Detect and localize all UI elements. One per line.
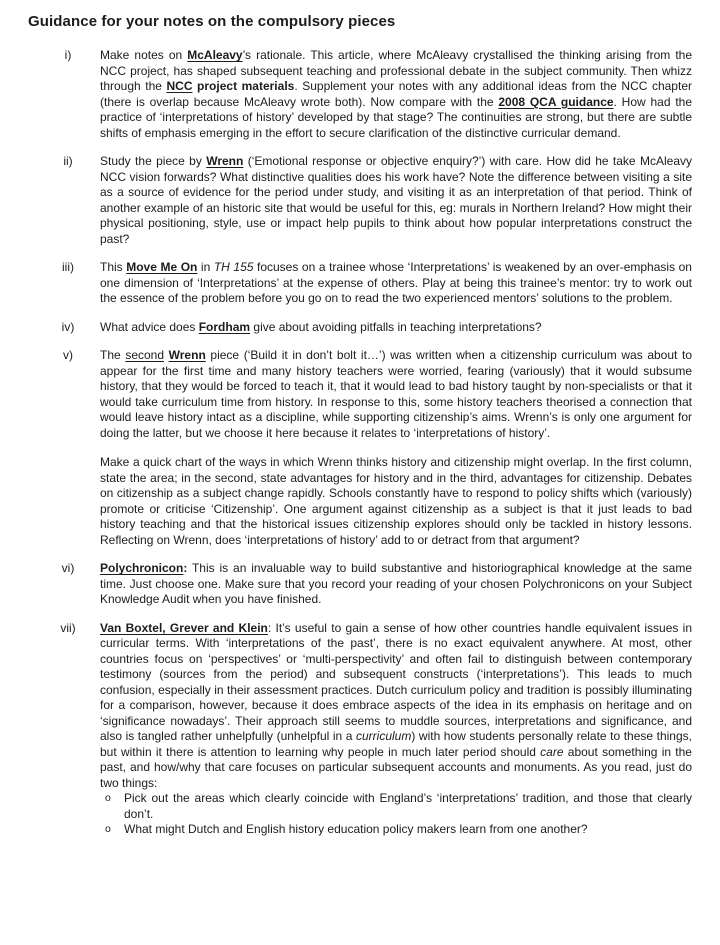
text-run: about something in the past, and how/why that care focuses on particular subsequent accounts and monuments. As you read, just do two things: — [100, 744, 692, 790]
text-run: ) with how students personally relate to these things, but within it there is attention to learning why people in much later period should — [100, 729, 692, 759]
text-run: This — [100, 260, 127, 274]
text-run: project materials — [192, 79, 295, 93]
bullet-marker: o — [105, 823, 111, 835]
bullet-item — [100, 822, 692, 838]
list-item-content — [100, 48, 692, 141]
text-run: The — [100, 348, 126, 362]
guidance-list — [28, 48, 692, 838]
text-run: Move Me On — [126, 260, 198, 274]
paragraph — [100, 320, 692, 336]
text-run: TH 155 — [213, 260, 254, 274]
page-title: Guidance for your notes on the compulsory pieces — [28, 13, 396, 30]
list-item-content — [100, 260, 692, 307]
list-item-marker: vii) — [60, 620, 76, 635]
list-item — [28, 561, 692, 608]
text-run: Van Boxtel, Grever and Klein — [100, 620, 268, 635]
list-item-content — [100, 348, 692, 548]
list-item — [28, 48, 692, 141]
paragraph — [100, 455, 692, 548]
list-item-content — [100, 561, 692, 608]
list-item-marker: iv) — [61, 319, 75, 334]
list-item — [28, 320, 692, 336]
text-run: (‘Emotional response or objective enquiry?’) with care. How did he take McAleavy NCC vision forwards? What distinctive qualities does his work have? Note the difference between visiting a site as a source of evidence for the period under study, and visiting it as an interpretation of that period. Think of another example of an historic site that would be useful for this, eg: murals in Northern Ireland? How might their physical positioning, style, use or impact help pupils to think about how popular interpretations construct the past? — [100, 154, 692, 246]
paragraph — [100, 348, 692, 441]
text-run: : It’s useful to gain a sense of how other countries handle equivalent issues in curricular terms. With ‘interpretations of the past’, there is no exact equivalent anywhere. At most, other countries focus on ‘perspectives’ or ‘multi-perspectivity’ and often fail to distinguish between contemporary testimony (sources from the period) and subsequent constructs (‘interpretations’). This leads to much confusion, especially in their assessment practices. Dutch curriculum policy and tradition is possibly illuminating for a comparison, however, because it does embrace aspects of the idea in its emphasis on heritage and on ‘significance nowadays’. Their approach still seems to muddle sources, interpretations and significance, and also is tangled rather unhelpfully (unhelpful in a — [100, 620, 692, 743]
text-run: What might Dutch and English history education policy makers learn from one another? — [124, 822, 588, 836]
text-run: McAleavy — [187, 48, 243, 62]
text-run: . How had the practice of ‘interpretations of history’ developed by that stage? The continuities are strong, but there are subtle shifts of emphasis emerging in the effort to secure clarification of the distinctive curricular demand. — [100, 94, 693, 140]
paragraph — [100, 621, 692, 792]
bullet-text — [124, 822, 692, 838]
paragraph — [100, 154, 692, 247]
list-item-content — [100, 320, 692, 336]
list-item-marker: i) — [64, 48, 72, 62]
text-run: second — [125, 348, 165, 362]
text-run: Polychronicon — [100, 561, 184, 575]
text-run: Make a quick chart of the ways in which Wrenn thinks history and citizenship might overlap. In the first column, state the area; in the second, state advantages for history and in the third, advantages for citizenship. Debates on citizenship as a subject change rapidly. Schools constantly have to respond to policy shifts which (variously) promote or criticise ‘Citizenship’. One argument against citizenship as a subject is that it just leads to bad history teaching and that the historical issues citizenship explores should only be tackled in history lessons. Reflecting on Wrenn, does ‘interpretations of history’ add to or detract from that argument? — [100, 455, 692, 547]
text-run: in — [197, 260, 214, 274]
list-item-content — [100, 621, 692, 838]
text-run: Pick out the areas which clearly coincide with England’s ‘interpretations’ tradition, and those that clearly don’t. — [124, 791, 692, 821]
paragraph — [100, 561, 692, 608]
list-item-marker: ii) — [63, 154, 73, 168]
text-run: Make notes on — [100, 48, 188, 62]
list-item-marker: iii) — [62, 260, 74, 274]
text-run: focuses on a trainee whose ‘Interpretations’ is weakened by an over-emphasis on one dimension of ‘Interpretations’ at the expense of others. Play at being this trainee’s mentor: try to work out the essence of the problem before you go on to read the two experienced mentors’ solutions to the problem. — [100, 260, 692, 305]
text-run: This is an invaluable way to build substantive and historiographical knowledge at the same time. Just choose one. Make sure that you record your reading of your chosen Polychronicons on your Subject Knowledge Audit when you have finished. — [100, 561, 692, 606]
list-item-marker: vi) — [61, 561, 75, 575]
text-run: give about avoiding pitfalls in teaching interpretations? — [250, 319, 542, 334]
text-run: 2008 QCA guidance — [498, 94, 614, 109]
text-run: Study the piece by — [100, 154, 207, 168]
text-run: ’s rationale. This article, where McAleavy crystallised the thinking arising from the NCC project, has shaped subsequent teaching and professional debate in the subject community. Then whizz through the — [100, 48, 692, 93]
text-run: Fordham — [198, 319, 251, 334]
paragraph — [100, 48, 692, 141]
bullet-marker: o — [105, 792, 111, 804]
text-run: : — [183, 561, 188, 575]
list-item — [28, 260, 692, 307]
text-run: piece (‘Build it in don’t bolt it…’) was written when a citizenship curriculum was about to appear for the first time and many history teachers were worried, fearing (variously) that it would subsume history, that they would be forced to teach it, that it would lead to bad history taught by non-specialists or that it would take curriculum time from history. In response to this, some history teachers theorised a connection that would leave history intact as a discipline, while supporting citizenship’s aims. Wrenn’s is only one argument for doing the latter, but we choose it here because it relates to ‘interpretations of history’. — [100, 348, 693, 440]
list-item — [28, 154, 692, 247]
list-item-content — [100, 154, 692, 247]
text-run: curriculum — [356, 729, 412, 743]
list-item — [28, 348, 692, 548]
text-run: What advice does — [100, 319, 199, 334]
paragraph — [100, 260, 692, 307]
list-item-marker: v) — [63, 348, 73, 362]
text-run: Wrenn — [168, 348, 206, 362]
text-run: care — [540, 744, 564, 759]
text-run: Wrenn — [206, 154, 244, 168]
bullet-text — [124, 791, 692, 822]
list-item — [28, 621, 692, 838]
text-run: . Supplement your notes with any additional ideas from the NCC chapter (there is overlap because McAleavy wrote both). Now compare with the — [100, 79, 692, 109]
bullet-item — [100, 791, 692, 822]
text-run: NCC — [166, 79, 193, 93]
